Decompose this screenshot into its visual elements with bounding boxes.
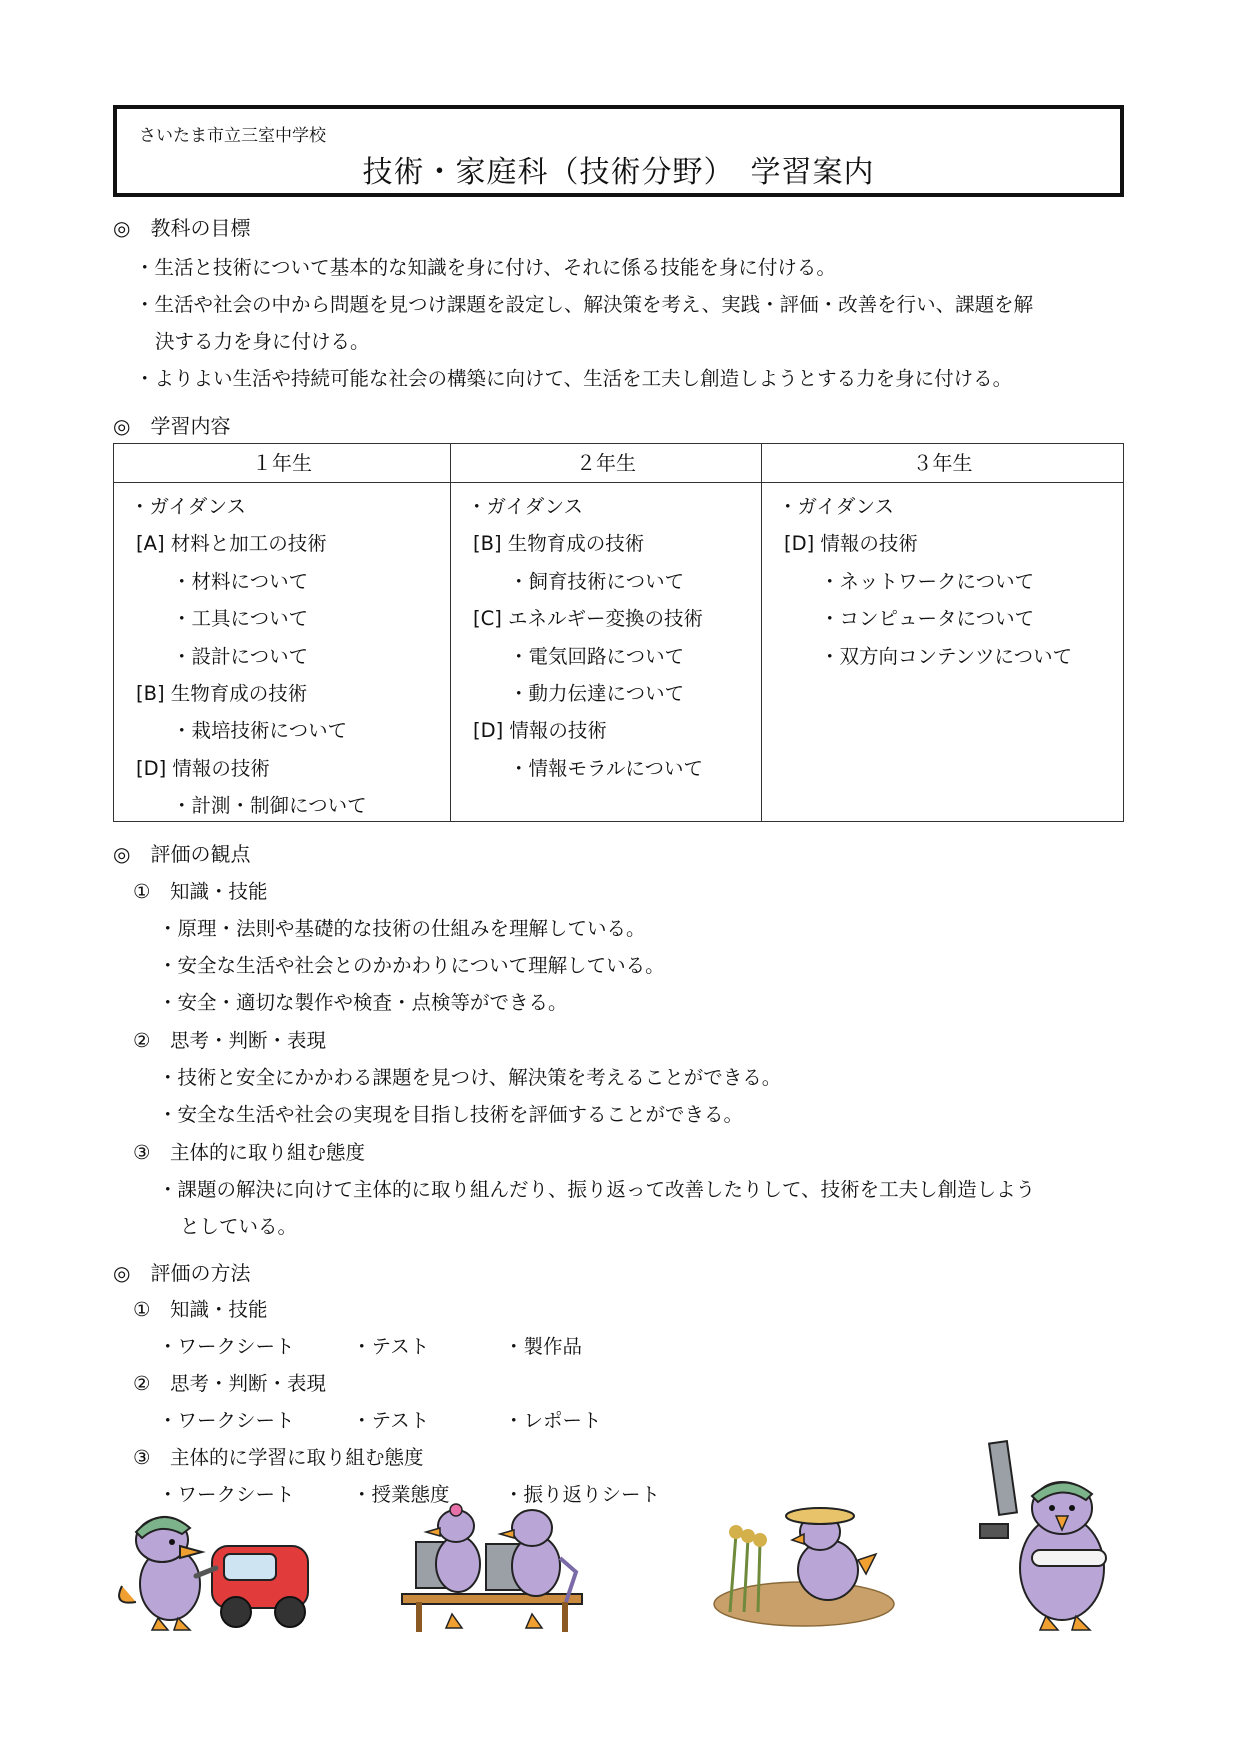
mascot-harvest-illustration — [708, 1494, 898, 1629]
page-title: 技術・家庭科（技術分野） 学習案内 — [362, 155, 875, 190]
method-title: ② 思考・判断・表現 — [133, 1372, 326, 1395]
title-box — [113, 105, 1124, 197]
grade-2-header: ２年生 — [451, 444, 761, 483]
grade-1-header: １年生 — [114, 444, 450, 483]
contents-heading: ◎ 学習内容 — [113, 414, 231, 438]
straw-hat-shape — [786, 1508, 854, 1524]
beak-shape — [426, 1528, 440, 1536]
beak-shape — [500, 1530, 514, 1538]
rice-grain-shape — [729, 1525, 743, 1539]
feet-shape — [446, 1614, 542, 1628]
hammer-head-shape — [980, 1524, 1008, 1538]
grade-3-item: ・ガイダンス — [778, 495, 895, 518]
viewpoints-heading: ◎ 評価の観点 — [113, 842, 251, 866]
grade-2-unit: [C] エネルギー変換の技術 — [473, 607, 704, 630]
grade-1-topic: ・工具について — [172, 607, 309, 630]
grade-1-topic: ・材料について — [172, 570, 309, 593]
grade-1-topic: ・栽培技術について — [172, 719, 348, 742]
grade-2-topic: ・電気回路について — [509, 645, 685, 668]
grade-2-unit: [B] 生物育成の技術 — [473, 532, 645, 555]
grade-3-topic: ・コンピュータについて — [820, 607, 1035, 630]
grade-1-unit: [B] 生物育成の技術 — [136, 682, 308, 705]
mascot-car-repair-illustration — [112, 1506, 312, 1636]
method-item: ・振り返りシート — [504, 1483, 661, 1506]
scroll-shape — [1032, 1550, 1106, 1566]
viewpoint-item-continued: としている。 — [180, 1215, 298, 1238]
viewpoint-title: ③ 主体的に取り組む態度 — [133, 1141, 365, 1164]
goal-item: ・生活と技術について基本的な知識を身に付け、それに係る技能を身に付ける。 — [135, 256, 836, 279]
wing-shape — [119, 1586, 136, 1603]
desk-leg-shape — [562, 1602, 568, 1632]
method-item: ・ワークシート — [158, 1483, 295, 1506]
eye-shape — [1049, 1505, 1055, 1511]
grade-3-topic: ・双方向コンテンツについて — [820, 645, 1073, 668]
grade-1-item: ・ガイダンス — [130, 495, 247, 518]
grade-1-topic: ・計測・制御について — [172, 794, 367, 817]
goals-heading: ◎ 教科の目標 — [113, 216, 251, 240]
method-item: ・ワークシート — [158, 1335, 295, 1358]
saw-blade-shape — [989, 1441, 1017, 1515]
grade-2-unit: [D] 情報の技術 — [473, 719, 607, 742]
method-title: ③ 主体的に学習に取り組む態度 — [133, 1446, 424, 1469]
viewpoint-item: ・技術と安全にかかわる課題を見つけ、解決策を考えることができる。 — [158, 1066, 782, 1089]
desk-shape — [402, 1594, 582, 1604]
method-item: ・授業態度 — [352, 1483, 450, 1506]
method-item: ・テスト — [352, 1335, 430, 1358]
car-wheel-shape — [221, 1597, 251, 1627]
method-item: ・レポート — [504, 1409, 602, 1432]
bird-body-shape — [436, 1536, 480, 1592]
bird-head-shape — [512, 1510, 552, 1546]
viewpoint-item: ・安全・適切な製作や検査・点検等ができる。 — [158, 991, 568, 1014]
grade-2-topic: ・情報モラルについて — [509, 757, 704, 780]
viewpoint-title: ② 思考・判断・表現 — [133, 1029, 326, 1052]
eye-shape — [1069, 1505, 1075, 1511]
method-item: ・ワークシート — [158, 1409, 295, 1432]
mascot-computer-illustration — [396, 1502, 586, 1637]
grade-2-topic: ・動力伝達について — [509, 682, 685, 705]
grade-1-unit: [D] 情報の技術 — [136, 757, 270, 780]
desk-leg-shape — [416, 1602, 422, 1632]
grade-3-topic: ・ネットワークについて — [820, 570, 1035, 593]
grade-2-item: ・ガイダンス — [467, 495, 584, 518]
grade-1-unit: [A] 材料と加工の技術 — [136, 532, 327, 555]
car-wheel-shape — [275, 1597, 305, 1627]
viewpoint-title: ① 知識・技能 — [133, 880, 268, 903]
viewpoint-item: ・課題の解決に向けて主体的に取り組んだり、振り返って改善したりして、技術を工夫し創造しよう — [158, 1178, 1036, 1201]
mascot-woodwork-illustration — [966, 1440, 1126, 1635]
grade-2-column — [451, 444, 762, 821]
curriculum-table — [113, 443, 1124, 822]
method-item: ・製作品 — [504, 1335, 583, 1358]
goal-item: ・よりよい生活や持続可能な社会の構築に向けて、生活を工夫し創造しようとする力を身に付ける。 — [135, 367, 1013, 390]
beak-shape — [180, 1546, 202, 1558]
viewpoint-item: ・安全な生活や社会の実現を目指し技術を評価することができる。 — [158, 1103, 744, 1126]
method-title: ① 知識・技能 — [133, 1298, 268, 1321]
method-item: ・テスト — [352, 1409, 430, 1432]
grade-3-header: ３年生 — [762, 444, 1123, 483]
goal-item-continued: 決する力を身に付ける。 — [155, 330, 370, 353]
viewpoint-item: ・原理・法則や基礎的な技術の仕組みを理解している。 — [158, 917, 646, 940]
grade-3-column — [762, 444, 1123, 821]
school-name: さいたま市立三室中学校 — [139, 126, 326, 146]
tail-shape — [858, 1554, 876, 1574]
grade-2-topic: ・飼育技術について — [509, 570, 685, 593]
viewpoint-item: ・安全な生活や社会とのかかわりについて理解している。 — [158, 954, 665, 977]
car-window-shape — [224, 1554, 276, 1580]
grade-3-unit: [D] 情報の技術 — [784, 532, 918, 555]
goal-item: ・生活や社会の中から問題を見つけ課題を設定し、解決策を考え、実践・評価・改善を行い、課題を解 — [135, 293, 1034, 316]
rice-grain-shape — [753, 1533, 767, 1547]
eye-shape — [169, 1539, 175, 1545]
rice-grain-shape — [741, 1529, 755, 1543]
ribbon-shape — [450, 1504, 462, 1516]
grade-1-topic: ・設計について — [172, 645, 309, 668]
grade-1-column — [114, 444, 451, 821]
methods-heading: ◎ 評価の方法 — [113, 1261, 251, 1285]
beak-shape — [792, 1534, 804, 1544]
